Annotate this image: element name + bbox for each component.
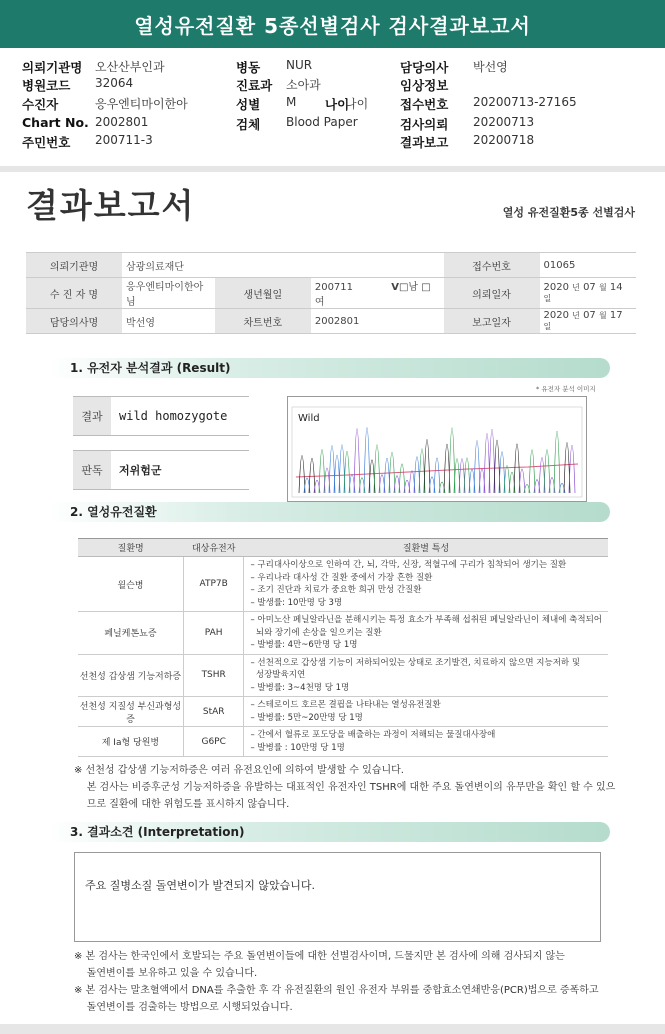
peak-trace	[554, 431, 560, 493]
feature-line: – 선천적으로 갑상샘 기능이 저하되어있는 상태로 조기발견, 치료하지 않으면 지능저하 및	[250, 657, 581, 668]
info-value: 200711-3	[95, 133, 153, 147]
chromatogram-image	[288, 397, 586, 501]
section-disease-heading: 2. 열성유전질환	[48, 502, 610, 522]
recv-value: 01065	[540, 253, 637, 278]
info-label: 임상정보	[400, 78, 449, 93]
inst-value: 삼광의료재단	[122, 253, 444, 278]
disease-row	[78, 727, 608, 757]
disease-features	[244, 612, 608, 655]
male-label: 남	[408, 282, 419, 293]
feature-line: 뇌와 장기에 손상을 일으키는 질환	[250, 627, 382, 638]
info-value: M	[286, 95, 297, 109]
col-gene: 대상유전자	[183, 539, 244, 557]
disease-row	[78, 612, 608, 655]
disease-gene: ATP7B	[183, 557, 244, 612]
judge-row	[73, 450, 249, 490]
sequencing-graph	[287, 396, 587, 502]
disease-gene: G6PC	[183, 727, 244, 757]
info-value: 소아과	[286, 78, 321, 92]
disease-features	[244, 697, 608, 727]
info-label: Chart No.	[22, 115, 89, 130]
feature-line: – 발병률: 5만~20만명 당 1명	[250, 712, 363, 723]
info-label: 주민번호	[22, 135, 71, 150]
name-value: 응우엔티마이한아님	[122, 278, 215, 309]
info-value: 20200718	[473, 133, 535, 147]
feature-line: 성장발육지연	[250, 670, 306, 680]
female-label: 여	[314, 297, 325, 308]
sex-check-mark: V	[391, 282, 399, 293]
info-label: 담당의사	[400, 60, 449, 75]
info-value: 나이	[345, 97, 369, 111]
feature-line: – 아미노산 페닐알라닌을 분해시키는 특정 효소가 부족해 섭취된 페닐알라닌이 체내에 축적되어	[250, 615, 602, 625]
info-value: 20200713-27165	[473, 95, 577, 109]
note-line: 므로 질환에 대한 위험도를 표시하지 않습니다.	[74, 799, 290, 810]
peak-trace	[299, 456, 305, 493]
feature-line: – 스테로이드 호르몬 결핍을 나타내는 열성유전질환	[250, 700, 441, 710]
info-label: 병동	[236, 60, 261, 75]
result-value: wild homozygote	[119, 409, 228, 423]
col-features: 질환별 특성	[244, 539, 608, 557]
judge-value: 저위험군	[119, 464, 162, 477]
inst-label: 의뢰기관명	[26, 253, 122, 278]
result-report	[0, 172, 665, 1024]
disease-name: 제 Ia형 당원병	[78, 727, 183, 757]
info-label: 성별	[236, 97, 261, 112]
info-label: 의뢰기관명	[22, 60, 83, 75]
peak-trace	[309, 458, 315, 493]
peak-trace	[474, 440, 480, 493]
feature-line: – 발병률: 4만~6만명 당 1명	[250, 640, 358, 650]
peak-trace	[354, 429, 360, 493]
peak-trace	[529, 450, 535, 493]
req-date: 2020 $^년$ 07 $^월$ 14 $^일$	[540, 278, 637, 309]
disease-name: 선천성 갑상샘 기능저하증	[78, 654, 183, 697]
info-label: 나이	[325, 97, 350, 112]
info-label: 수진자	[22, 97, 59, 112]
info-value: 박선영	[473, 60, 508, 74]
info-value: 응우엔티마이한아	[95, 97, 188, 111]
feature-line: – 발병률 : 10만명 당 1명	[250, 742, 345, 753]
rep-date: 2020 $^년$ 07 $^월$ 17 $^일$	[540, 309, 637, 334]
female-checkbox-icon: □	[421, 282, 431, 293]
info-value: Blood Paper	[286, 115, 358, 129]
judge-label: 판독	[73, 451, 111, 489]
info-value: 2002801	[95, 115, 149, 129]
note-line: 돌연변이를 검출하는 방법으로 시행되었습니다.	[74, 1002, 293, 1013]
chart-value: 2002801	[311, 309, 444, 334]
male-checkbox-icon: □	[398, 282, 409, 293]
report-header-title: 열성유전질환 5종선별검사 검사결과보고서	[0, 0, 665, 48]
disease-row	[78, 654, 608, 697]
dob-label: 생년월일	[215, 278, 311, 309]
disease-features	[244, 654, 608, 697]
report-title: 결과보고서	[26, 186, 196, 225]
doc-label: 담당의사명	[26, 309, 122, 334]
disease-name: 윌슨병	[78, 557, 183, 612]
graph-label: Wild	[298, 413, 320, 424]
recv-label: 접수번호	[444, 253, 540, 278]
disease-gene: PAH	[183, 612, 244, 655]
info-label: 병원코드	[22, 78, 71, 93]
patient-table	[26, 252, 636, 334]
feature-line: – 간에서 혈류로 포도당을 배출하는 과정이 저해되는 물질대사장애	[250, 730, 496, 740]
disease-name: 선천성 지질성 부신과형성증	[78, 697, 183, 727]
col-disease-name: 질환명	[78, 539, 183, 557]
disclaimer-note	[74, 948, 614, 1016]
section-result-heading: 1. 유전자 분석결과 (Result)	[48, 358, 610, 378]
note-line: ※ 선천성 갑상샘 기능저하증은 여러 유전요인에 의하여 발생할 수 있습니다.	[74, 765, 404, 776]
peak-trace	[514, 444, 520, 493]
info-value: 32064	[95, 76, 134, 90]
note-line: 본 검사는 비증후군성 기능저하증을 유발하는 대표적인 유전자인 TSHR에 대한 주요 돌연변이의 유무만을 확인 할 수 있으	[74, 782, 616, 793]
report-subtitle: 열성 유전질환5종 선별검사	[502, 206, 635, 219]
info-label: 결과보고	[400, 135, 449, 150]
feature-line: – 조기 진단과 치료가 중요한 희귀 만성 간질환	[250, 585, 422, 595]
dob-cell	[311, 278, 444, 309]
note-line: ※ 본 검사는 말초혈액에서 DNA를 추출한 후 각 유전질환의 원인 유전자 부위를 중합효소연쇄반응(PCR)법으로 증폭하고	[74, 985, 599, 996]
info-label: 진료과	[236, 78, 273, 93]
info-label: 접수번호	[400, 97, 449, 112]
interpretation-text: 주요 질병소질 돌연변이가 발견되지 않았습니다.	[85, 879, 316, 892]
request-info-panel	[0, 48, 665, 166]
note-line: 돌연변이를 보유하고 있을 수 있습니다.	[74, 968, 258, 979]
result-label: 결과	[73, 397, 111, 435]
note-line: ※ 본 검사는 한국인에서 호발되는 주요 돌연변이들에 대한 선별검사이며, 드물지만 본 검사에 의해 검사되지 않는	[74, 951, 565, 962]
info-value: 오산산부인과	[95, 60, 165, 74]
feature-line: – 발생률: 10만명 당 3명	[250, 597, 343, 608]
info-value: NUR	[286, 58, 313, 72]
req-label: 의뢰일자	[444, 278, 540, 309]
feature-line: – 구리대사이상으로 인하여 간, 뇌, 각막, 신장, 적혈구에 구리가 침착되어 생기는 질환	[250, 560, 567, 570]
disease-row	[78, 697, 608, 727]
peak-trace	[364, 428, 370, 493]
disease-features	[244, 557, 608, 612]
result-row	[73, 396, 249, 436]
feature-line: – 발병률: 3~4천명 당 1명	[250, 682, 350, 693]
name-label: 수 진 자 명	[26, 278, 122, 309]
disease-gene: StAR	[183, 697, 244, 727]
chart-label: 차트번호	[215, 309, 311, 334]
disease-row	[78, 557, 608, 612]
disease-table	[78, 538, 608, 757]
disease-name: 페닐케톤뇨증	[78, 612, 183, 655]
image-note: * 유전자 분석 이미지	[536, 385, 596, 393]
info-value: 20200713	[473, 115, 535, 129]
info-label: 검사의뢰	[400, 117, 449, 132]
disease-features	[244, 727, 608, 757]
dob-value: 200711	[314, 282, 354, 293]
info-label: 검체	[236, 117, 261, 132]
feature-line: – 우리나라 대사성 간 질환 중에서 가장 흔한 질환	[250, 572, 433, 583]
section-interp-heading: 3. 결과소견 (Interpretation)	[48, 822, 610, 842]
peak-trace	[434, 458, 440, 493]
disease-gene: TSHR	[183, 654, 244, 697]
interpretation-box	[74, 852, 601, 942]
tshr-note	[74, 762, 614, 813]
doc-value: 박선영	[122, 309, 215, 334]
rep-label: 보고일자	[444, 309, 540, 334]
